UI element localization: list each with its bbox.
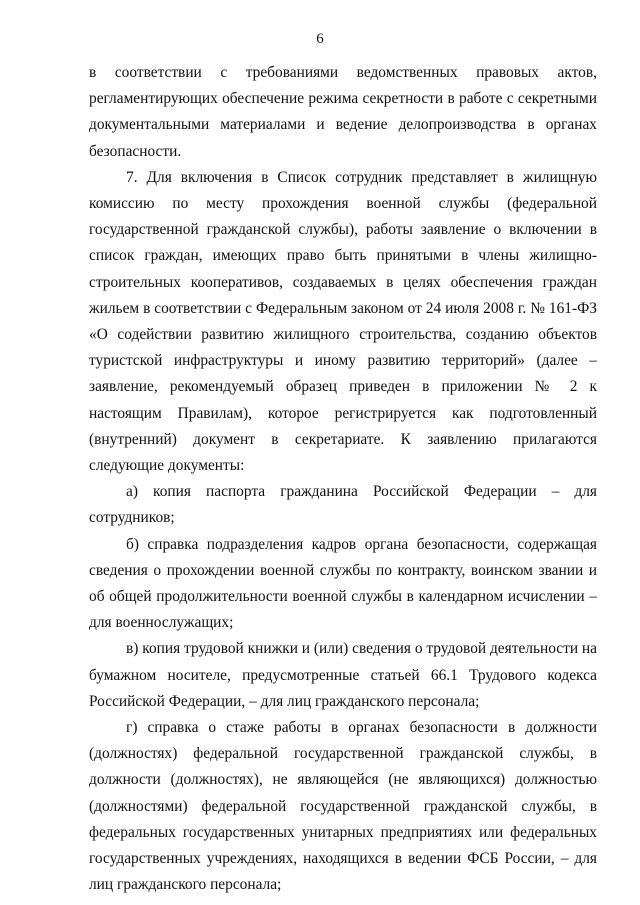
paragraph-continuation: в соответствии с требованиями ведомственных правовых актов, регламентирующих обеспечение режима секретности в работе с секретными документальными материалами и ведение делопроизводства в органах безопасности. — [89, 64, 597, 160]
subitem-a: а) копия паспорта гражданина Российской Федерации – для сотрудников; — [89, 483, 597, 527]
subitem-b: б) справка подразделения кадров органа безопасности, содержащая сведения о прохождении военной службы по контракту, воинском звании и об общей продолжительности военной службы в календарном исчислении – для военнослужащих; — [89, 535, 597, 632]
paragraph-item-7: 7. Для включения в Список сотрудник представляет в жилищную комиссию по месту прохождения военной службы (федеральной государственной гражданской службы), работы заявление о включении в список граждан, имеющих право быть принятыми в члены жилищно-строительных кооперативов, создаваемых в целях обеспечения граждан жильем в соответствии с Федеральным законом от 24 июля 2008 г. № 161-ФЗ «О содействии развитию жилищного строительства, созданию объектов туристской инфраструктуры и иному развитию территорий» (далее – заявление, рекомендуемый образец приведен в приложении № 2 к настоящим Правилам), которое регистрируется как подготовленный (внутренний) документ в секретариате. К заявлению прилагаются следующие документы: — [89, 168, 597, 475]
page-number: 6 — [316, 31, 324, 47]
subitem-g: г) справка о стаже работы в органах безопасности в должности (должностях) федеральной государственной гражданской службы, в должности (должностях), не являющейся (не являющихся) должностью (должностями) федеральной государственной гражданской службы, в федеральных государственных унитарных предприятиях или федеральных государственных учреждениях, находящихся в ведении ФСБ России, – для лиц гражданского персонала; — [89, 719, 597, 894]
document-body — [89, 60, 597, 899]
subitem-v: в) копия трудовой книжки и (или) сведения о трудовой деятельности на бумажном носителе, предусмотренные статьей 66.1 Трудового кодекса Российской Федерации, – для лиц гражданского персонала; — [89, 640, 597, 710]
